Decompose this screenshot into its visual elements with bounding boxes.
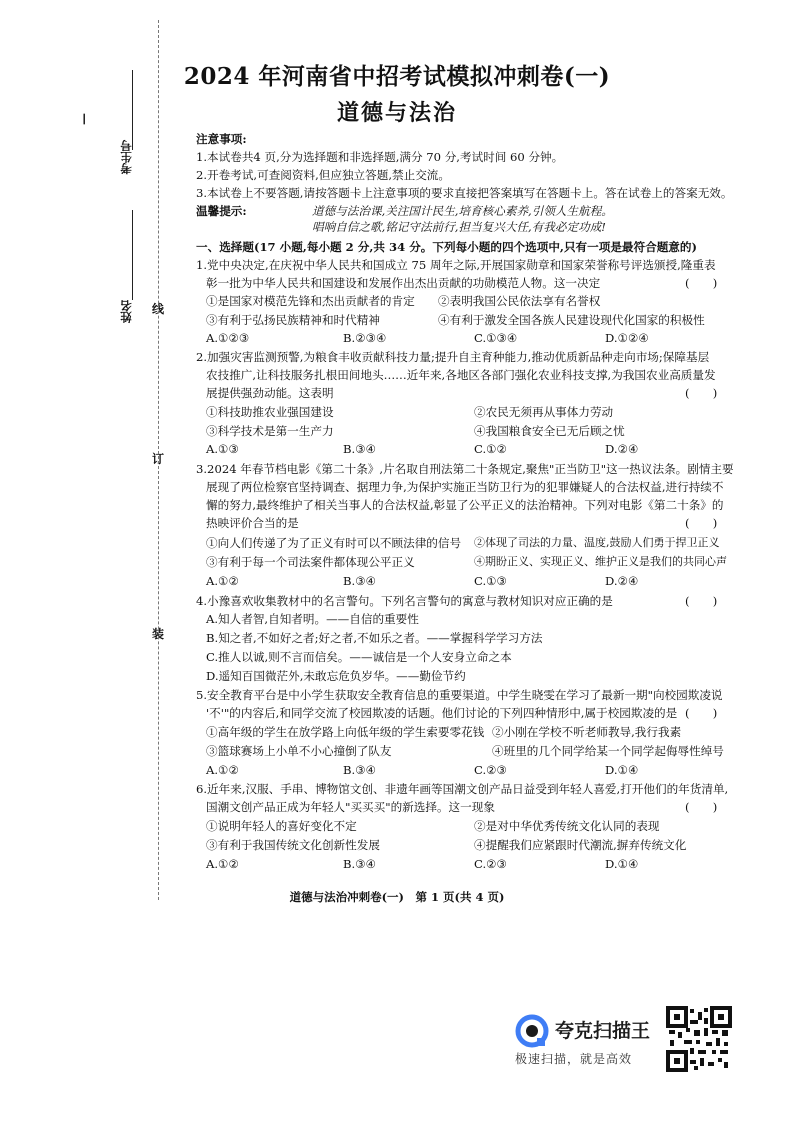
statement-option: ②体现了司法的力量、温度,鼓励人们勇于捍卫正义 bbox=[474, 536, 720, 549]
statement-option: ②小刚在学校不听老师教导,我行我素 bbox=[492, 725, 682, 739]
choice-a: A.①② bbox=[206, 574, 239, 588]
qr-code-icon bbox=[666, 1006, 732, 1072]
choice-d: D.①④ bbox=[605, 857, 639, 871]
choice-b: B.③④ bbox=[343, 442, 376, 456]
choice-c: C.②③ bbox=[474, 763, 507, 777]
binding-dashed-line bbox=[158, 20, 159, 900]
statement-option: ③科学技术是第一生产力 bbox=[206, 424, 334, 438]
question-stem: 1.党中央决定,在庆祝中华人民共和国成立 75 周年之际,开展国家勋章和国家荣誉称号评选颁授,隆重表 bbox=[196, 258, 716, 272]
statement-option: ④期盼正义、实现正义、维护正义是我们的共同心声 bbox=[474, 555, 727, 568]
binding-tick-mark: — bbox=[78, 113, 92, 125]
statement-option: ③有利于我国传统文化创新性发展 bbox=[206, 838, 380, 852]
question-stem: 4.小豫喜欢收集教材中的名言警句。下列名言警句的寓意与教材知识对应正确的是 bbox=[196, 594, 613, 608]
question-stem: 农技推广,让科技服务扎根田间地头……近年来,各地区各部门强化农业科技支撑,为我国农业高质量发 bbox=[206, 368, 716, 382]
choice-b: B.③④ bbox=[343, 857, 376, 871]
tip-line: 道德与法治课,关注国计民生,培育核心素养,引领人生航程。 bbox=[312, 204, 613, 218]
letter-option: C.推人以诚,则不言而信矣。——诚信是一个人安身立命之本 bbox=[206, 650, 512, 664]
letter-option: B.知之者,不如好之者;好之者,不如乐之者。——掌握科学学习方法 bbox=[206, 631, 543, 645]
quark-logo-icon bbox=[515, 1014, 549, 1048]
answer-bracket: ( ) bbox=[685, 594, 718, 608]
statement-option: ③有利于弘扬民族精神和时代精神 bbox=[206, 313, 380, 327]
question-stem: 热映评价合当的是 bbox=[206, 516, 299, 530]
choice-d: D.①②④ bbox=[605, 331, 649, 345]
notice-item: 2.开卷考试,可查阅资料,但应独立答题,禁止交流。 bbox=[196, 168, 450, 182]
statement-option: ①科技助推农业强国建设 bbox=[206, 405, 334, 419]
statement-option: ③有利于每一个司法案件都体现公平正义 bbox=[206, 555, 415, 569]
statement-option: ①向人们传递了为了正义有时可以不顾法律的信号 bbox=[206, 536, 462, 550]
question-stem: 懈的努力,最终维护了相关当事人的合法权益,彰显了公平正义的法治精神。下列对电影《第二十条》的 bbox=[206, 498, 724, 512]
letter-option: D.遥知百国微茫外,未敢忘危负岁华。——勤俭节约 bbox=[206, 669, 466, 683]
binding-staple-char: 订 bbox=[152, 452, 165, 466]
question-stem: 5.安全教育平台是中小学生获取安全教育信息的重要渠道。中学生晓雯在学习了最新一期"向校园欺凌说 bbox=[196, 688, 723, 702]
statement-option: ①说明年轻人的喜好变化不定 bbox=[206, 819, 357, 833]
choice-d: D.①④ bbox=[605, 763, 639, 777]
scanner-watermark bbox=[515, 1010, 665, 1070]
scanner-app-name: 夸克扫描王 bbox=[555, 1020, 651, 1042]
exam-title: 2024 年河南省中招考试模拟冲刺卷(一) bbox=[183, 63, 611, 90]
page-footer: 道德与法治冲刺卷(一) 第 1 页(共 4 页) bbox=[289, 890, 505, 904]
statement-option: ④班里的几个同学给某一个同学起侮辱性绰号 bbox=[492, 744, 724, 758]
choice-d: D.②④ bbox=[605, 442, 639, 456]
notice-item: 3.本试卷上不要答题,请按答题卡上注意事项的要求直接把答案填写在答题卡上。答在试卷上的答案无效。 bbox=[196, 186, 733, 200]
answer-bracket: ( ) bbox=[685, 706, 718, 720]
question-stem: 3.2024 年春节档电影《第二十条》,片名取自刑法第二十条规定,聚焦"正当防卫"这一热议法条。剧情主要 bbox=[196, 462, 734, 476]
question-stem: '不'"的内容后,和同学交流了校园欺凌的话题。他们讨论的下列四种情形中,属于校园欺凌的是 bbox=[206, 706, 678, 720]
section-heading: 一、选择题(17 小题,每小题 2 分,共 34 分。下列每小题的四个选项中,只有一项是最符合题意的) bbox=[196, 240, 697, 254]
choice-c: C.①② bbox=[474, 442, 507, 456]
scanner-slogan: 极速扫描，就是高效 bbox=[515, 1052, 633, 1066]
choice-c: C.①③ bbox=[474, 574, 507, 588]
answer-bracket: ( ) bbox=[685, 386, 718, 400]
question-stem: 6.近年来,汉服、手串、博物馆文创、非遗年画等国潮文创产品日益受到年轻人喜爱,打开他们的年货清单, bbox=[196, 782, 729, 796]
statement-option: ④提醒我们应紧跟时代潮流,摒弃传统文化 bbox=[474, 838, 687, 852]
answer-bracket: ( ) bbox=[685, 516, 718, 530]
notice-item: 1.本试卷共4 页,分为选择题和非选择题,满分 70 分,考试时间 60 分钟。 bbox=[196, 150, 564, 164]
choice-b: B.②③④ bbox=[343, 331, 387, 345]
binding-bind-char: 装 bbox=[152, 627, 165, 641]
letter-option: A.知人者智,自知者明。——自信的重要性 bbox=[206, 612, 419, 626]
tip-label: 温馨提示: bbox=[196, 204, 247, 218]
question-stem: 彰一批为中华人民共和国建设和发展作出杰出贡献的功勋模范人物。这一决定 bbox=[206, 276, 601, 290]
statement-option: ③篮球赛场上小单不小心撞倒了队友 bbox=[206, 744, 392, 758]
binding-line-char: 线 bbox=[152, 302, 165, 316]
name-line bbox=[132, 210, 133, 300]
notice-heading: 注意事项: bbox=[196, 132, 247, 146]
choice-b: B.③④ bbox=[343, 763, 376, 777]
statement-option: ①是国家对模范先锋和杰出贡献者的肯定 bbox=[206, 294, 415, 308]
statement-option: ①高年级的学生在放学路上向低年级的学生索要零花钱 bbox=[206, 725, 485, 739]
choice-d: D.②④ bbox=[605, 574, 639, 588]
name-label: 姓名 bbox=[119, 300, 133, 323]
choice-a: A.①② bbox=[206, 857, 239, 871]
choice-c: C.②③ bbox=[474, 857, 507, 871]
question-stem: 2.加强灾害监测预警,为粮食丰收贡献科技力量;提升自主育种能力,推动优质新品种走向市场;保障基层 bbox=[196, 350, 710, 364]
choice-b: B.③④ bbox=[343, 574, 376, 588]
statement-option: ④我国粮食安全已无后顾之忧 bbox=[474, 424, 625, 438]
choice-a: A.①③ bbox=[206, 442, 239, 456]
choice-c: C.①③④ bbox=[474, 331, 518, 345]
choice-a: A.①② bbox=[206, 763, 239, 777]
statement-option: ④有利于激发全国各族人民建设现代化国家的积极性 bbox=[438, 313, 705, 327]
question-stem: 展现了两位检察官坚持调查、据理力争,为保护实施正当防卫行为的犯罪嫌疑人的合法权益,进行持续不 bbox=[206, 480, 724, 494]
answer-bracket: ( ) bbox=[685, 276, 718, 290]
statement-option: ②农民无须再从事体力劳动 bbox=[474, 405, 614, 419]
subject-title: 道德与法治 bbox=[336, 100, 457, 126]
tip-line: 唱响自信之歌,铭记守法前行,担当复兴大任,有我必定功成! bbox=[312, 220, 606, 234]
statement-option: ②是对中华优秀传统文化认同的表现 bbox=[474, 819, 660, 833]
question-stem: 国潮文创产品正成为年轻人"买买买"的新选择。这一现象 bbox=[206, 800, 495, 814]
question-stem: 展提供强劲动能。这表明 bbox=[206, 386, 334, 400]
statement-option: ②表明我国公民依法享有名誉权 bbox=[438, 294, 601, 308]
exam-number-label: 考生号 bbox=[119, 140, 133, 175]
answer-bracket: ( ) bbox=[685, 800, 718, 814]
choice-a: A.①②③ bbox=[206, 331, 250, 345]
